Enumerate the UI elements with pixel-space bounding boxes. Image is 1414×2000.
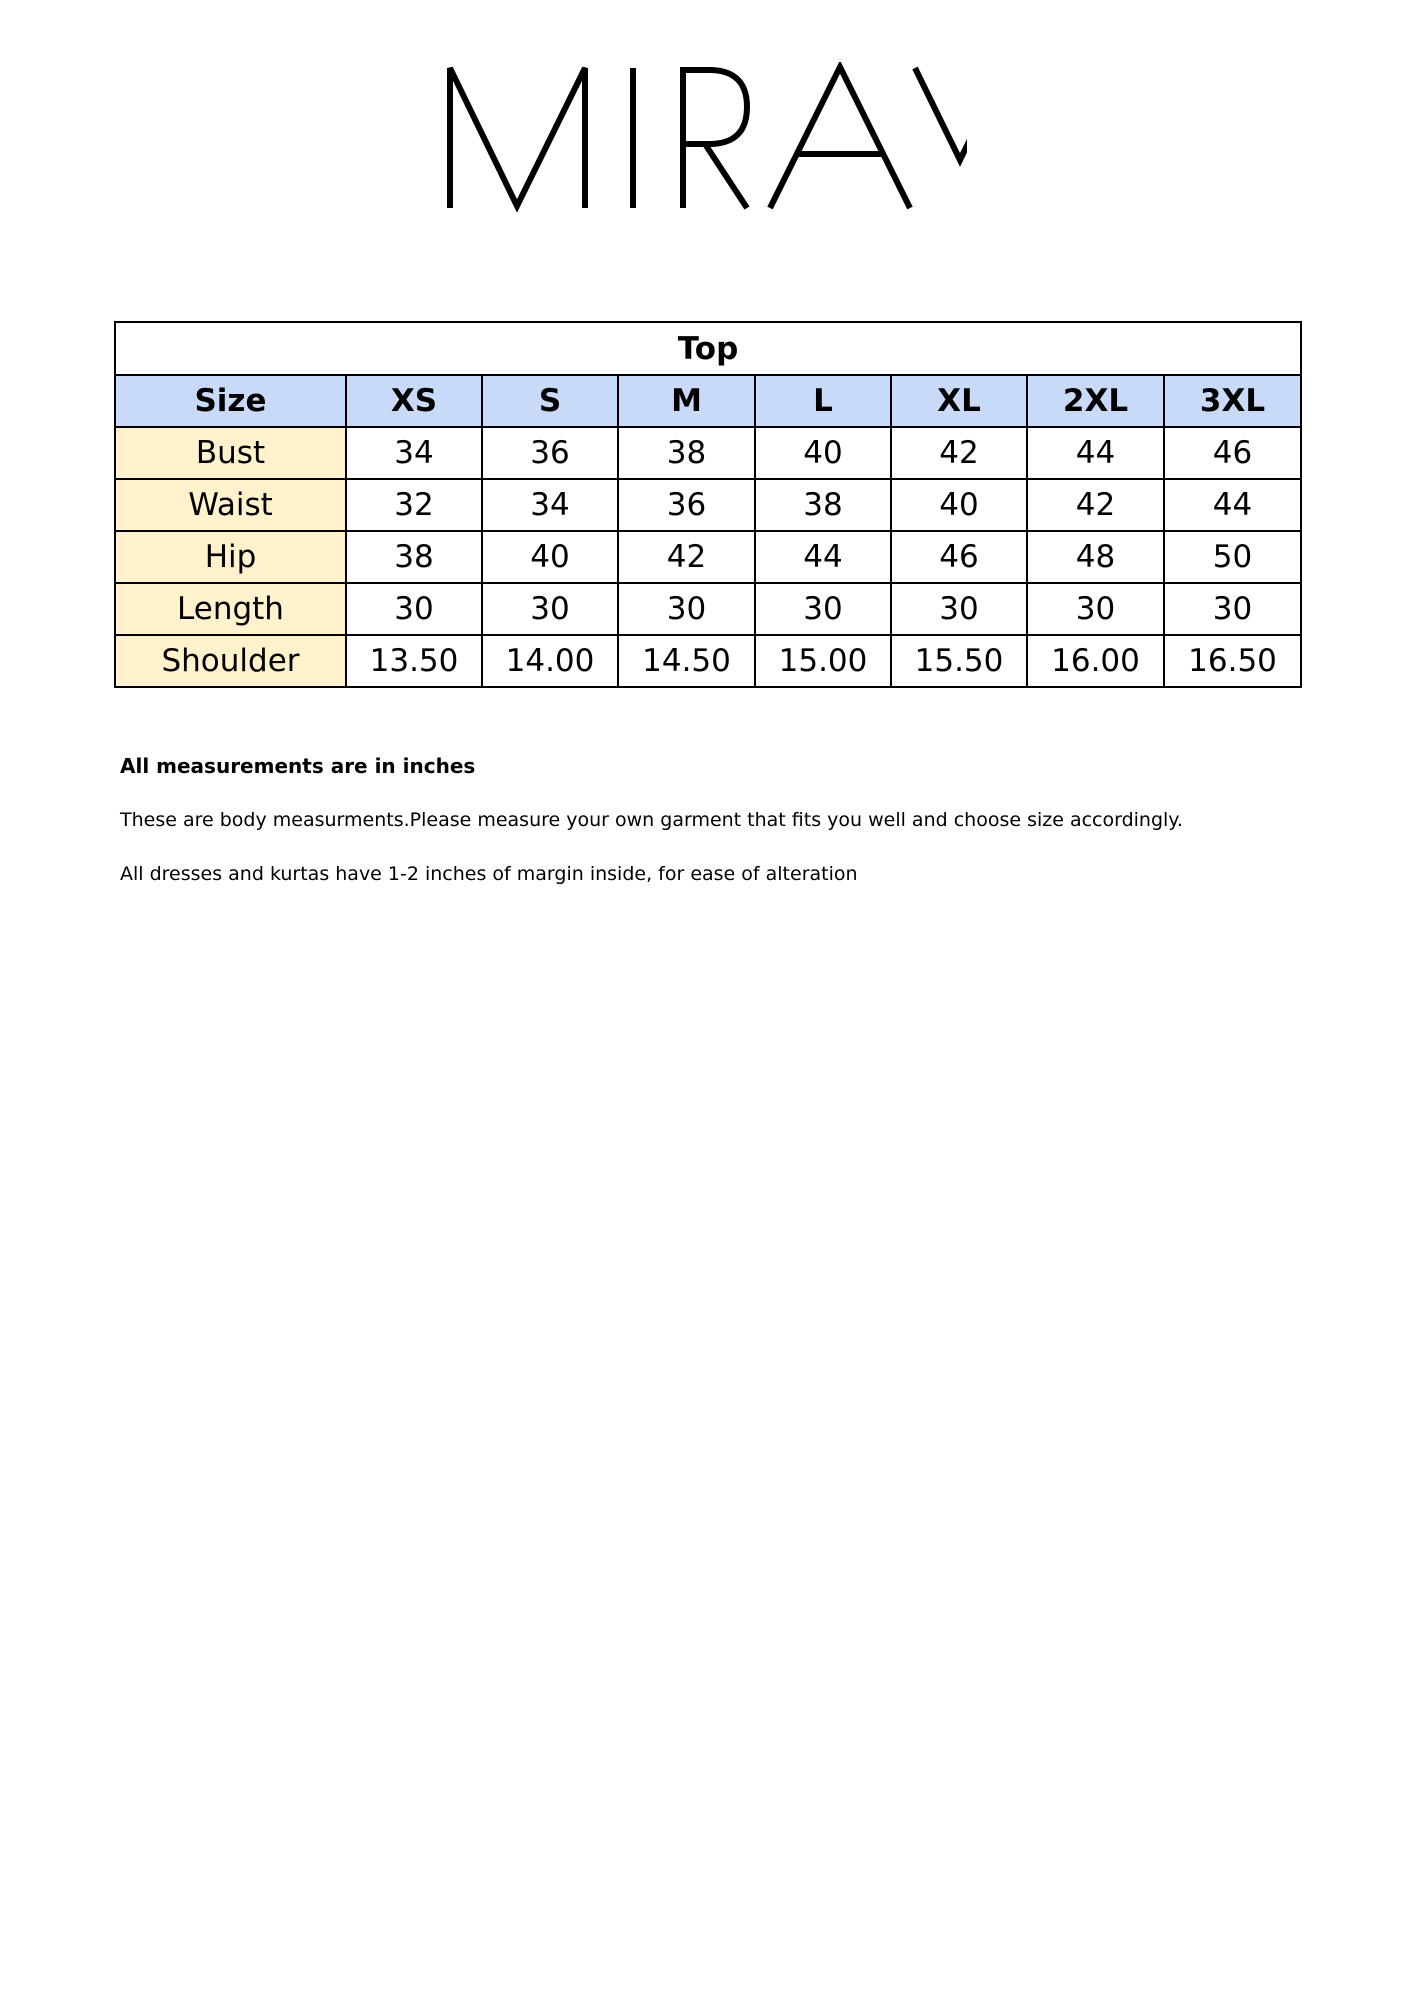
table-cell: 30: [891, 583, 1027, 635]
size-header-2xl: 2XL: [1027, 375, 1164, 427]
table-cell: 30: [618, 583, 755, 635]
size-header-s: S: [482, 375, 618, 427]
table-cell: 40: [755, 427, 891, 479]
table-cell: 14.50: [618, 635, 755, 687]
table-cell: 34: [482, 479, 618, 531]
units-note: All measurements are in inches: [120, 754, 476, 778]
miray-logo-wordmark: [447, 62, 967, 212]
table-row: [115, 479, 1301, 531]
body-measurement-note: These are body measurments.Please measure your own garment that fits you well and choose size accordingly.: [120, 809, 1183, 831]
table-cell: 46: [1164, 427, 1301, 479]
table-header-row: [115, 375, 1301, 427]
table-cell: 38: [618, 427, 755, 479]
table-cell: 38: [346, 531, 482, 583]
table-cell: 36: [482, 427, 618, 479]
size-header-3xl: 3XL: [1164, 375, 1301, 427]
table-row: [115, 635, 1301, 687]
table-row: [115, 427, 1301, 479]
table-cell: 30: [1027, 583, 1164, 635]
size-header-xs: XS: [346, 375, 482, 427]
table-cell: 36: [618, 479, 755, 531]
table-cell: 42: [1027, 479, 1164, 531]
table-cell: 30: [482, 583, 618, 635]
table-cell: 40: [891, 479, 1027, 531]
size-header-m: M: [618, 375, 755, 427]
brand-logo: [0, 62, 1414, 212]
table-cell: 16.00: [1027, 635, 1164, 687]
table-cell: 15.50: [891, 635, 1027, 687]
table-row: [115, 583, 1301, 635]
table-body: [115, 427, 1301, 687]
table-cell: 48: [1027, 531, 1164, 583]
table-title: Top: [115, 322, 1301, 375]
table-cell: 34: [346, 427, 482, 479]
table-cell: 30: [1164, 583, 1301, 635]
row-label-length: Length: [115, 583, 346, 635]
table-row: [115, 531, 1301, 583]
table-cell: 30: [346, 583, 482, 635]
table-cell: 42: [618, 531, 755, 583]
table-cell: 44: [755, 531, 891, 583]
table-cell: 14.00: [482, 635, 618, 687]
size-header-label: Size: [115, 375, 346, 427]
row-label-bust: Bust: [115, 427, 346, 479]
table-cell: 32: [346, 479, 482, 531]
row-label-hip: Hip: [115, 531, 346, 583]
table-cell: 15.00: [755, 635, 891, 687]
row-label-shoulder: Shoulder: [115, 635, 346, 687]
table-cell: 44: [1027, 427, 1164, 479]
table-cell: 13.50: [346, 635, 482, 687]
table-cell: 50: [1164, 531, 1301, 583]
margin-note: All dresses and kurtas have 1-2 inches of margin inside, for ease of alteration: [120, 863, 858, 885]
row-label-waist: Waist: [115, 479, 346, 531]
table-cell: 30: [755, 583, 891, 635]
notes-section: [120, 752, 1320, 888]
table-cell: 44: [1164, 479, 1301, 531]
table-cell: 46: [891, 531, 1027, 583]
table-cell: 16.50: [1164, 635, 1301, 687]
table-cell: 42: [891, 427, 1027, 479]
table-cell: 40: [482, 531, 618, 583]
table-cell: 38: [755, 479, 891, 531]
size-header-l: L: [755, 375, 891, 427]
size-chart-table: [114, 321, 1302, 688]
size-header-xl: XL: [891, 375, 1027, 427]
